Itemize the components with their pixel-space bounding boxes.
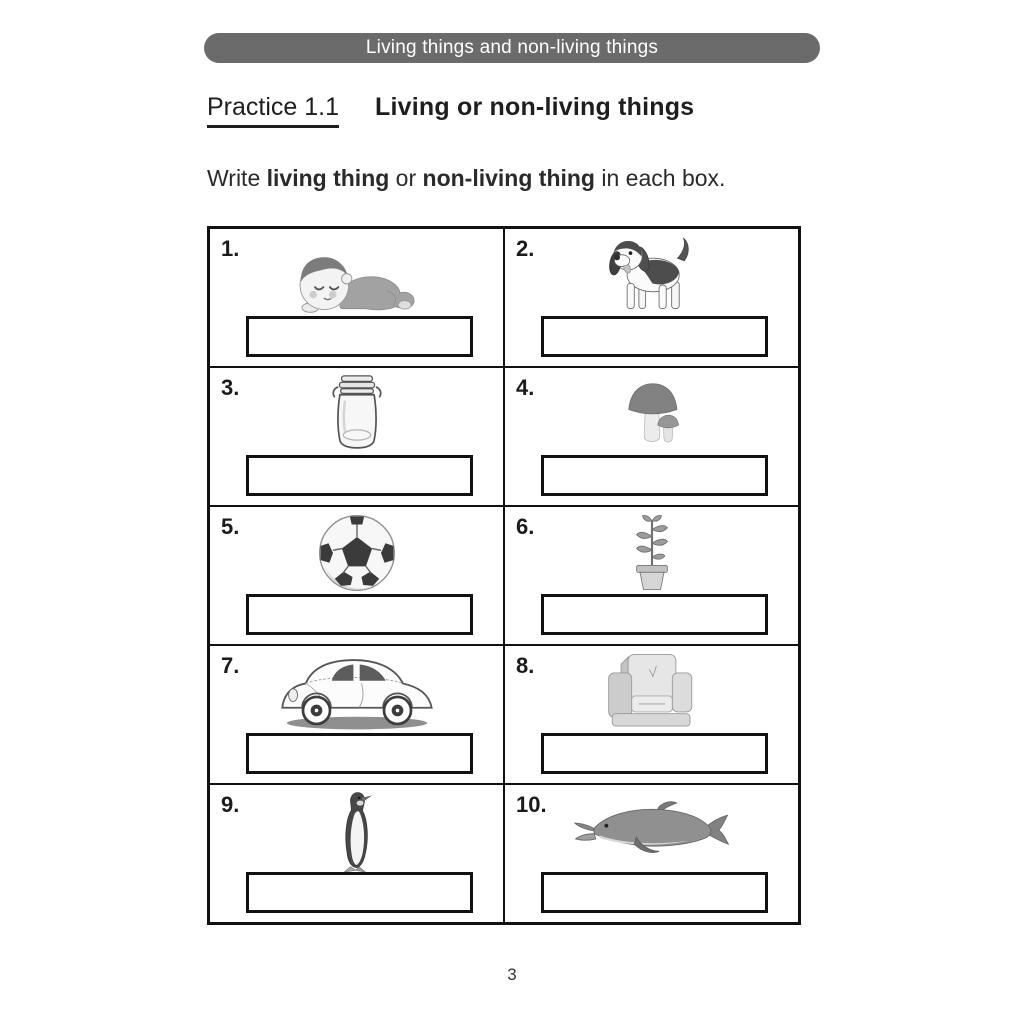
- glass-jar-image: [210, 370, 503, 458]
- item-number-2: 2.: [516, 236, 535, 261]
- answer-box-3[interactable]: [246, 455, 473, 496]
- answer-box-10[interactable]: [541, 872, 768, 913]
- exercise-cell-4: [505, 368, 798, 505]
- item-number-6: 6.: [516, 514, 535, 539]
- answer-box-6[interactable]: [541, 594, 768, 635]
- answer-box-4[interactable]: [541, 455, 768, 496]
- exercise-cell-5: [210, 507, 503, 644]
- item-number-9: 9.: [221, 792, 240, 817]
- answer-box-2[interactable]: [541, 316, 768, 357]
- instructions-bold-living: living thing: [266, 165, 390, 191]
- item-number-8: 8.: [516, 653, 535, 678]
- answer-box-1[interactable]: [246, 316, 473, 357]
- penguin-image: [210, 787, 503, 875]
- item-number-1: 1.: [221, 236, 240, 261]
- item-number-10: 10.: [516, 792, 547, 817]
- exercise-cell-3: [210, 368, 503, 505]
- exercise-cell-10: [505, 785, 798, 922]
- exercise-cell-7: [210, 646, 503, 783]
- soccer-ball-image: [210, 509, 503, 597]
- exercise-cell-6: [505, 507, 798, 644]
- item-number-4: 4.: [516, 375, 535, 400]
- exercise-cell-1: [210, 229, 503, 366]
- mushroom-image: [505, 370, 798, 458]
- dolphin-image: [505, 787, 798, 875]
- answer-box-7[interactable]: [246, 733, 473, 774]
- exercise-cell-8: [505, 646, 798, 783]
- answer-box-9[interactable]: [246, 872, 473, 913]
- instructions: [207, 165, 725, 192]
- instructions-suffix: in each box.: [595, 165, 726, 191]
- exercise-cell-2: [505, 229, 798, 366]
- practice-title: Living or non-living things: [375, 93, 695, 121]
- armchair-image: [505, 648, 798, 736]
- practice-heading: [207, 93, 694, 128]
- answer-box-8[interactable]: [541, 733, 768, 774]
- item-number-7: 7.: [221, 653, 240, 678]
- instructions-bold-nonliving: non-living thing: [422, 165, 595, 191]
- page-number: 3: [507, 965, 517, 984]
- chapter-title: Living things and non-living things: [365, 37, 659, 58]
- instructions-prefix: Write: [207, 165, 267, 191]
- item-number-3: 3.: [221, 375, 240, 400]
- sleeping-baby-image: [210, 231, 503, 319]
- instructions-middle: or: [389, 165, 423, 191]
- exercise-cell-9: [210, 785, 503, 922]
- answer-box-5[interactable]: [246, 594, 473, 635]
- car-image: [210, 648, 503, 736]
- item-number-5: 5.: [221, 514, 240, 539]
- chapter-banner: [204, 33, 820, 63]
- exercise-grid: [207, 226, 801, 925]
- practice-label: Practice 1.1: [207, 93, 339, 128]
- potted-plant-image: [505, 509, 798, 597]
- dog-image: [505, 231, 798, 319]
